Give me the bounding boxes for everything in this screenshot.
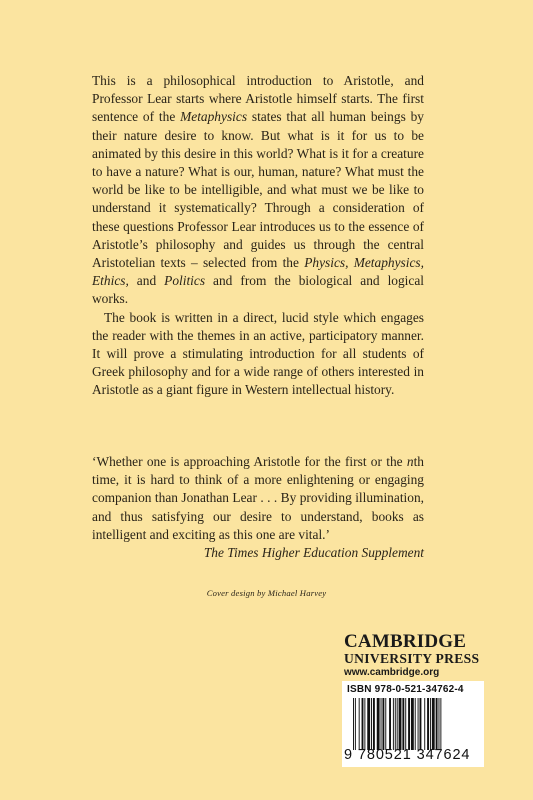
- review-quote: [92, 453, 424, 562]
- barcode-icon: [347, 698, 479, 750]
- blurb-paragraph-2: The book is written in a direct, lucid style which engages the reader with the themes in an active, participatory manner. It will prove a stimulating introduction for all students of Greek philosophy and for a wide range of others interested in Aristotle as a giant figure in Western intellectual history.: [92, 309, 424, 398]
- publisher-name: CAMBRIDGE: [344, 631, 467, 652]
- publisher-subtitle: UNIVERSITY PRESS: [344, 651, 480, 666]
- publisher-logo: [344, 632, 486, 680]
- blurb-paragraph-1: This is a philosophical introduction to Aristotle, and Professor Lear starts where Aristotle himself starts. The first sentence of the Metaphysics states that all human beings by their nature desire to know. But what is it for us to be animated by this desire in this world? What is it for a creature to have a nature? What is our, human, nature? What must the world be like to be intelligible, and what must we be like to understand it systematically? Through a consideration of these questions Professor Lear introduces us to the essence of Aristotle’s philosophy and guides us through the central Aristotelian texts – selected from the Physics, Metaphysics, Ethics, and Politics and from the biological and logical works.: [92, 73, 425, 307]
- review-attribution: The Times Higher Education Supplement: [203, 545, 424, 561]
- barcode-panel: [342, 681, 484, 767]
- isbn-text: ISBN 978-0-521-34762-4: [347, 684, 464, 695]
- barcode-digits: 9 780521 347624: [344, 747, 471, 763]
- review-quote-text: ‘Whether one is approaching Aristotle for the first or the nth time, it is hard to think of a more enlightening or engaging companion than Jonathan Lear . . . By providing illumination, and thus satisfying our desire to understand, books as intelligent and exciting as this one are vital.’: [92, 454, 424, 542]
- blurb: [92, 72, 424, 400]
- cover-design-credit: Cover design by Michael Harvey: [206, 588, 327, 598]
- publisher-url: www.cambridge.org: [344, 667, 440, 678]
